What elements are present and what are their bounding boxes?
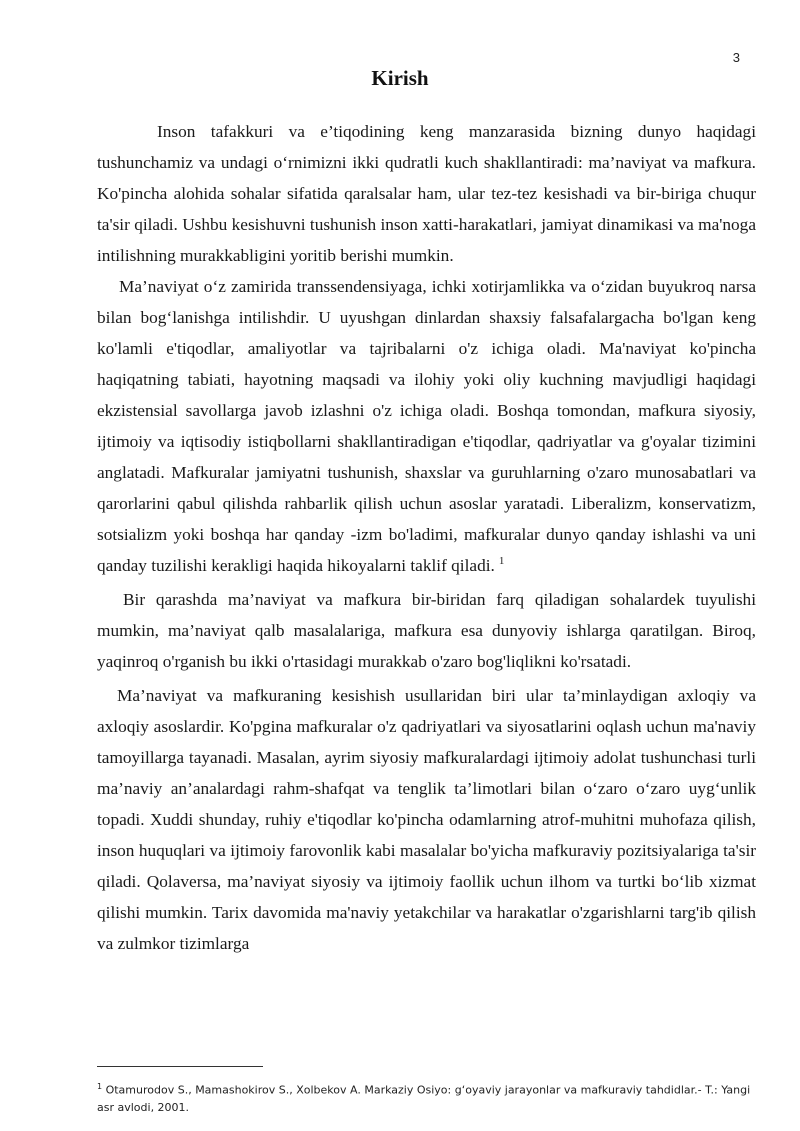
paragraph-3: Bir qarashda ma’naviyat va mafkura bir-biridan farq qiladigan sohalardek tuyulishi mumkin, ma’naviyat qalb masalalariga, mafkura esa dunyoviy ishlarga qaratilgan. Biroq, yaqinroq o'rganish bu ikki o'rtasidagi murakkab o'zaro bog'liqlikni ko'rsatadi. xyxy=(97,590,756,671)
paragraph-2-text: Ma’naviyat o‘z zamirida transsendensiyaga, ichki xotirjamlikka va o‘zidan buyukroq narsa bilan bog‘lanishga intilishdir. U uyushgan dinlardan shaxsiy falsafalargacha bo'lgan keng ko'lamli e'tiqodlar, amaliyotlar va tajribalarni o'z ichiga oladi. Ma'naviyat ko'pincha haqiqatning tabiati, hayotning maqsadi va ilohiy yoki oliy kuchning mavjudligi haqidagi ekzistensial savollarga javob izlashni o'z ichiga oladi. Boshqa tomondan, mafkura siyosiy, ijtimoiy va iqtisodiy istiqbollarni shakllantiradigan e'tiqodlar, qadriyatlar va g'oyalar tizimini anglatadi. Mafkuralar jamiyatni tushunish, shaxslar va guruhlarning o'zaro munosabatlari va qarorlarini qabul qilishda rahbarlik qilish uchun asoslar yaratadi. Liberalizm, konservatizm, sotsializm yoki boshqa har qanday -izm bo'ladimi, mafkuralar dunyo qanday ishlashi va uni qanday tuzilishi kerakligi haqida hikoyalarni taklif qiladi. xyxy=(97,277,756,575)
paragraph-2 xyxy=(97,271,756,581)
paragraph-4: Ma’naviyat va mafkuraning kesishish usullaridan biri ular ta’minlaydigan axloqiy va axloqiy asoslardir. Ko'pgina mafkuralar o'z qadriyatlari va siyosatlarini oqlash uchun ma'naviy tamoyillarga tayanadi. Masalan, ayrim siyosiy mafkuralardagi ijtimoiy adolat tushunchasi turli ma’naviy an’analardagi rahm-shafqat va tenglik ta’limotlari bilan o‘zaro o‘zaro uyg‘unlik topadi. Xuddi shunday, ruhiy e'tiqodlar ko'pincha odamlarning atrof-muhitni muhofaza qilish, inson huquqlari va ijtimoiy farovonlik kabi masalalar bo'yicha mafkuraviy pozitsiyalariga ta'sir qiladi. Qolaversa, ma’naviyat siyosiy va ijtimoiy faollik uchun ilhom va turtki bo‘lib xizmat qilishi mumkin. Tarix davomida ma'naviy yetakchilar va harakatlar o'zgarishlarni targ'ib qilish va zulmkor tizimlarga xyxy=(97,686,756,953)
footnote-text: Otamurodov S., Mamashokirov S., Xolbekov A. Markaziy Osiyo: g‘oyaviy jarayonlar va mafkuraviy tahdidlar.- T.: Yangi asr avlodi, 2001. xyxy=(97,1083,751,1114)
footnote-separator xyxy=(97,1066,263,1067)
footnote-marker: 1 xyxy=(97,1082,103,1091)
footnote-reference: 1 xyxy=(498,555,505,568)
paragraph-1: Inson tafakkuri va e’tiqodining keng manzarasida bizning dunyo haqidagi tushunchamiz va undagi o‘rnimizni ikki qudratli kuch shakllantiradi: ma’naviyat va mafkura. Ko'pincha alohida sohalar sifatida qaralsalar ham, ular tez-tez kesishadi va bir-biriga chuqur ta'sir qiladi. Ushbu kesishuvni tushunish inson xatti-harakatlari, jamiyat dinamikasi va ma'noga intilishning murakkabligini yoritib berishi mumkin. xyxy=(97,122,756,265)
section-title: Kirish xyxy=(371,66,429,90)
footnote xyxy=(97,1078,757,1116)
page-number: 3 xyxy=(732,50,740,65)
body-text xyxy=(97,116,756,959)
